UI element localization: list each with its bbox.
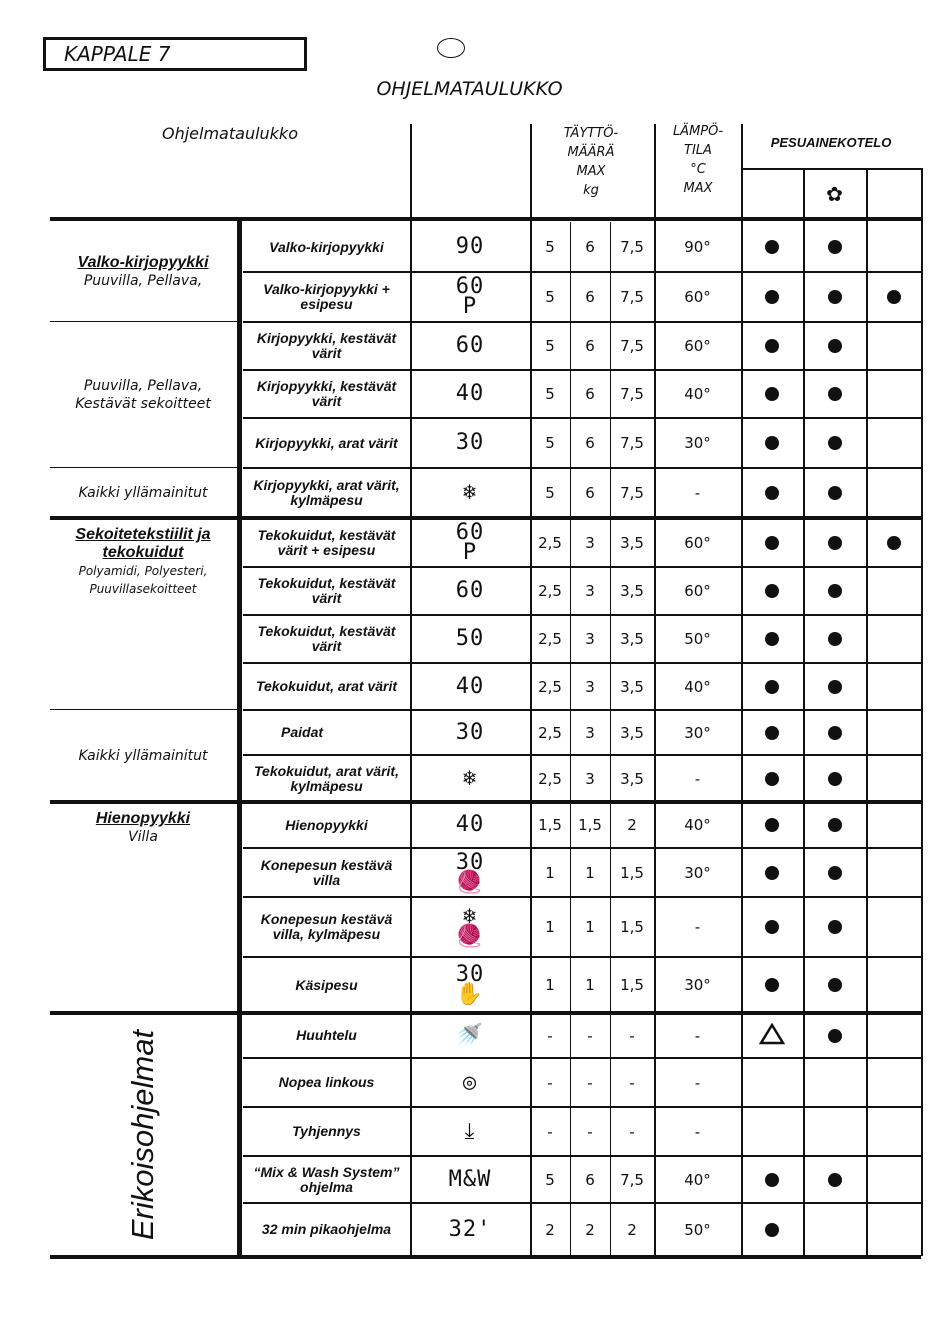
table-label: Ohjelmataulukko (162, 123, 298, 143)
dot-icon (765, 726, 779, 740)
load-value: 2,5 (538, 630, 562, 648)
flower-softener-icon: ✿ (826, 182, 843, 206)
program-symbol-icon: 40 (455, 381, 485, 406)
dot-icon (828, 726, 842, 740)
load-value: 1,5 (538, 816, 562, 834)
load-value: 1 (585, 918, 595, 936)
detergent-mark (741, 663, 803, 710)
dot-icon (828, 632, 842, 646)
temperature-value: 30° (684, 863, 711, 882)
load-value: 1 (545, 918, 555, 936)
program-name: Kirjopyykki, arat värit, kylmäpesu (253, 477, 400, 508)
load-value: 2,5 (538, 769, 562, 788)
load-value: 2,5 (538, 677, 562, 696)
dot-icon (765, 680, 779, 694)
dot-icon (828, 818, 842, 832)
load-value: 2 (627, 816, 637, 834)
dot-icon (765, 866, 779, 880)
program-name: Käsipesu (295, 976, 358, 993)
program-symbol-icon: 32' (448, 1216, 492, 1242)
load-value: 6 (585, 434, 595, 452)
detergent-mark (803, 848, 866, 897)
temperature-value: - (694, 769, 701, 788)
load-value: 6 (585, 337, 595, 355)
load-value: - (629, 1122, 635, 1141)
load-value: 3,5 (620, 582, 644, 600)
program-symbol-icon: ❄ (462, 480, 478, 505)
program-name: Tekokuidut, kestävät värit + esipesu (257, 526, 396, 558)
program-name: Huuhtelu (296, 1027, 357, 1043)
load-value: 6 (585, 288, 595, 306)
category-cell (50, 526, 236, 710)
load-value: - (587, 1122, 593, 1141)
category-cell (50, 810, 236, 1013)
temperature-value: 30° (684, 976, 711, 994)
dot-icon (828, 680, 842, 694)
category-title: Hienopyykki (95, 810, 191, 827)
load-value: 1 (545, 863, 555, 882)
detergent-mark (803, 615, 866, 663)
detergent-mark (803, 802, 866, 848)
dot-icon (765, 584, 779, 598)
detergent-mark (741, 370, 803, 418)
program-symbol-icon: 50 (455, 626, 485, 651)
load-value: - (629, 1026, 635, 1045)
temperature-value: 40° (684, 677, 711, 696)
dot-icon (828, 536, 842, 550)
program-symbol-icon: ⤓ (464, 1118, 476, 1144)
temperature-value: - (694, 918, 701, 936)
dot-icon (828, 339, 842, 353)
dot-icon (828, 978, 842, 992)
category-cell (50, 468, 236, 518)
dot-icon (765, 290, 779, 304)
dot-icon (828, 1173, 842, 1187)
chapter-box: KAPPALE 7 (43, 37, 307, 71)
dot-icon (828, 920, 842, 934)
load-value: 6 (585, 385, 595, 403)
detergent-mark (866, 272, 921, 322)
dot-icon (765, 772, 779, 786)
program-symbol-icon: 30 (455, 430, 485, 455)
temperature-value: - (694, 1073, 701, 1092)
program-name: Kirjopyykki, kestävät värit (256, 378, 397, 409)
detergent-mark (741, 272, 803, 322)
program-name: Tekokuidut, arat värit, kylmäpesu (254, 762, 399, 794)
dot-icon (828, 866, 842, 880)
temperature-value: 40° (684, 816, 711, 834)
detergent-mark (803, 272, 866, 322)
detergent-mark (741, 710, 803, 755)
detergent-mark (803, 1156, 866, 1203)
program-name: Kirjopyykki, kestävät värit (256, 330, 397, 361)
detergent-mark (803, 418, 866, 468)
right-rule (921, 168, 923, 1256)
load-value: 2 (627, 1220, 637, 1239)
program-name: 32 min pikaohjelma (261, 1221, 392, 1237)
dot-icon (828, 436, 842, 450)
load-header-line1: TÄYTTÖ- (563, 126, 619, 141)
load-value: 3,5 (620, 677, 644, 696)
load-value: 1 (585, 976, 595, 994)
load-value: - (587, 1073, 593, 1092)
dot-icon (765, 240, 779, 254)
detergent-mark (741, 322, 803, 370)
dot-icon (828, 486, 842, 500)
dot-icon (887, 290, 901, 304)
load-value: - (547, 1026, 553, 1045)
load-value: 7,5 (620, 1170, 644, 1189)
detergent-mark (803, 370, 866, 418)
program-symbol-icon: M&W (448, 1166, 492, 1192)
load-header (530, 124, 652, 200)
load-value: 7,5 (620, 484, 644, 502)
temperature-value: 40° (684, 1170, 711, 1189)
load-value: 5 (545, 484, 555, 502)
detergent-mark (866, 518, 921, 567)
load-value: 7,5 (620, 337, 644, 355)
dot-icon (765, 536, 779, 550)
load-value: 5 (545, 337, 555, 355)
dot-icon (765, 632, 779, 646)
temp-header-line1: LÄMPÖ- (672, 124, 724, 139)
temperature-value: 50° (684, 1220, 711, 1239)
category-subtitle: Villa (128, 829, 158, 845)
detergent-mark (803, 897, 866, 957)
detergent-mark (803, 468, 866, 518)
program-name: Nopea linkous (278, 1074, 375, 1090)
triangle-icon (759, 1023, 785, 1049)
category-subtitle: Kaikki yllämainitut (78, 485, 208, 501)
program-name: Tyhjennys (292, 1123, 361, 1139)
load-value: 5 (545, 434, 555, 452)
program-symbol-icon: 30 (455, 719, 485, 745)
detergent-mark (803, 222, 866, 272)
dot-icon (765, 1173, 779, 1187)
dot-icon (828, 290, 842, 304)
load-value: 7,5 (620, 434, 644, 452)
load-header-line4: kg (583, 183, 599, 198)
dot-icon (828, 584, 842, 598)
temperature-value: 30° (684, 723, 711, 742)
category-subtitle: Polyamidi, Polyesteri, Puuvillasekoitteet (78, 564, 208, 596)
program-name: Valko-kirjopyykki + esipesu (263, 281, 390, 312)
temperature-value: - (694, 1026, 701, 1045)
load-header-line2: MÄÄRÄ (567, 145, 615, 160)
category-title: Sekoitetekstiilit ja tekokuidut (75, 526, 211, 561)
detergent-mark (741, 848, 803, 897)
load-value: 2 (585, 1220, 595, 1239)
program-symbol-icon: ❄ (462, 765, 478, 791)
temperature-value: 60° (684, 533, 711, 552)
load-value: 3 (585, 582, 595, 600)
detergent-mark (741, 222, 803, 272)
load-value: - (629, 1073, 635, 1092)
load-value: 7,5 (620, 288, 644, 306)
category-subtitle: Puuvilla, Pellava, (83, 273, 203, 289)
program-symbol-icon: 60 (455, 333, 485, 358)
dot-icon (887, 536, 901, 550)
detergent-mark (741, 1156, 803, 1203)
load-value: 1,5 (578, 816, 602, 834)
program-symbol-icon: 90 (455, 234, 485, 259)
load-value: 2,5 (538, 723, 562, 742)
dot-icon (828, 772, 842, 786)
temperature-value: 60° (684, 288, 711, 306)
temperature-value: 90° (684, 238, 711, 256)
column-rule (866, 168, 868, 1256)
detergent-mark (741, 418, 803, 468)
detergent-mark (741, 957, 803, 1013)
program-symbol-icon: ❄ 🧶 (455, 904, 485, 949)
load-value: 5 (545, 385, 555, 403)
load-value: 5 (545, 1170, 555, 1189)
program-symbol-icon: ◎ (462, 1069, 478, 1095)
load-value: 3 (585, 630, 595, 648)
dot-icon (765, 978, 779, 992)
temperature-value: 50° (684, 630, 711, 648)
load-value: - (547, 1122, 553, 1141)
category-title: Valko-kirjopyykki (77, 254, 209, 271)
program-name: Valko-kirjopyykki (269, 238, 384, 255)
load-value: 3 (585, 723, 595, 742)
load-value: 1,5 (620, 863, 644, 882)
detergent-mark (803, 663, 866, 710)
temperature-value: 60° (684, 582, 711, 600)
load-value: 2 (545, 1220, 555, 1239)
load-value: 3,5 (620, 630, 644, 648)
dot-icon (828, 1029, 842, 1043)
program-name: Kirjopyykki, arat värit (255, 434, 398, 451)
load-value: 5 (545, 288, 555, 306)
dot-icon (828, 240, 842, 254)
detergent-mark (741, 567, 803, 615)
temperature-value: 60° (684, 337, 711, 355)
load-value: 1,5 (620, 976, 644, 994)
temperature-value: - (694, 1122, 701, 1141)
program-symbol-icon: 60 (455, 578, 485, 603)
category-cell (50, 710, 236, 802)
detergent-mark (803, 518, 866, 567)
dot-icon (765, 486, 779, 500)
program-symbol-icon: 🚿 (455, 1022, 485, 1048)
load-value: 3,5 (620, 723, 644, 742)
load-value: 5 (545, 238, 555, 256)
load-value: 1,5 (620, 918, 644, 936)
detergent-mark (803, 322, 866, 370)
program-name: Paidat (281, 724, 324, 740)
detergent-mark (741, 1203, 803, 1256)
load-value: 7,5 (620, 238, 644, 256)
program-symbol-icon: 30 🧶 (455, 849, 485, 895)
dot-icon (765, 920, 779, 934)
category-cell (50, 222, 236, 322)
load-value: 2,5 (538, 582, 562, 600)
category-title: Erikoisohjelmat (125, 1029, 161, 1240)
program-symbol-icon: 60 P (455, 519, 485, 565)
detergent-mark (741, 518, 803, 567)
category-cell (50, 322, 236, 468)
program-symbol-icon: 40 (455, 673, 485, 699)
program-name: Konepesun kestävä villa, kylmäpesu (260, 911, 393, 942)
detergent-mark (803, 957, 866, 1013)
dot-icon (828, 387, 842, 401)
load-value: - (587, 1026, 593, 1045)
program-name: Tekokuidut, kestävät värit (257, 575, 396, 606)
load-value: 3,5 (620, 533, 644, 552)
detergent-mark (741, 897, 803, 957)
program-symbol-icon: 40 (455, 812, 485, 837)
program-name: Hienopyykki (285, 816, 368, 833)
load-value: 1 (545, 976, 555, 994)
language-oval-icon (437, 38, 465, 58)
detergent-header: PESUAINEKOTELO (770, 135, 892, 150)
detergent-mark (741, 802, 803, 848)
program-name: “Mix & Wash System” ohjelma (253, 1163, 400, 1195)
detergent-mark (741, 755, 803, 802)
header-bottom-rule (50, 217, 921, 221)
load-value: 6 (585, 1170, 595, 1189)
program-symbol-icon: 60 P (455, 274, 485, 319)
page-title: OHJELMATAULUKKO (376, 78, 563, 100)
dot-icon (765, 339, 779, 353)
load-value: 7,5 (620, 385, 644, 403)
program-name: Tekokuidut, arat värit (255, 678, 398, 694)
load-value: - (547, 1073, 553, 1092)
category-subtitle: Puuvilla, Pellava, Kestävät sekoitteet (75, 378, 211, 412)
program-name: Konepesun kestävä villa (260, 856, 393, 888)
detergent-mark (803, 1013, 866, 1058)
temp-header-line2: TILA (684, 143, 712, 158)
load-value: 3,5 (620, 769, 644, 788)
temp-header-line4: MAX (683, 181, 713, 196)
detergent-mark (741, 1013, 803, 1058)
dot-icon (765, 818, 779, 832)
temp-header (655, 122, 741, 198)
category-special (50, 1013, 236, 1256)
dot-icon (765, 387, 779, 401)
detergent-mark (803, 710, 866, 755)
load-value: 6 (585, 484, 595, 502)
detergent-mark (803, 567, 866, 615)
load-value: 3 (585, 533, 595, 552)
detergent-mark (741, 468, 803, 518)
detergent-mark (741, 615, 803, 663)
program-symbol-icon: 30 ✋ (455, 962, 485, 1007)
detergent-mark (803, 755, 866, 802)
dot-icon (765, 436, 779, 450)
load-value: 6 (585, 238, 595, 256)
load-header-line3: MAX (576, 164, 606, 179)
temperature-value: 40° (684, 385, 711, 403)
dot-icon (765, 1223, 779, 1237)
load-value: 1 (585, 863, 595, 882)
load-value: 2,5 (538, 533, 562, 552)
category-divider (237, 220, 242, 1258)
detergent-subheader-rule (741, 168, 921, 170)
program-name: Tekokuidut, kestävät värit (257, 623, 396, 654)
category-subtitle: Kaikki yllämainitut (78, 748, 208, 764)
temp-header-line3: °C (690, 162, 706, 177)
temperature-value: 30° (684, 434, 711, 452)
load-value: 3 (585, 677, 595, 696)
temperature-value: - (694, 484, 701, 502)
load-value: 3 (585, 769, 595, 788)
